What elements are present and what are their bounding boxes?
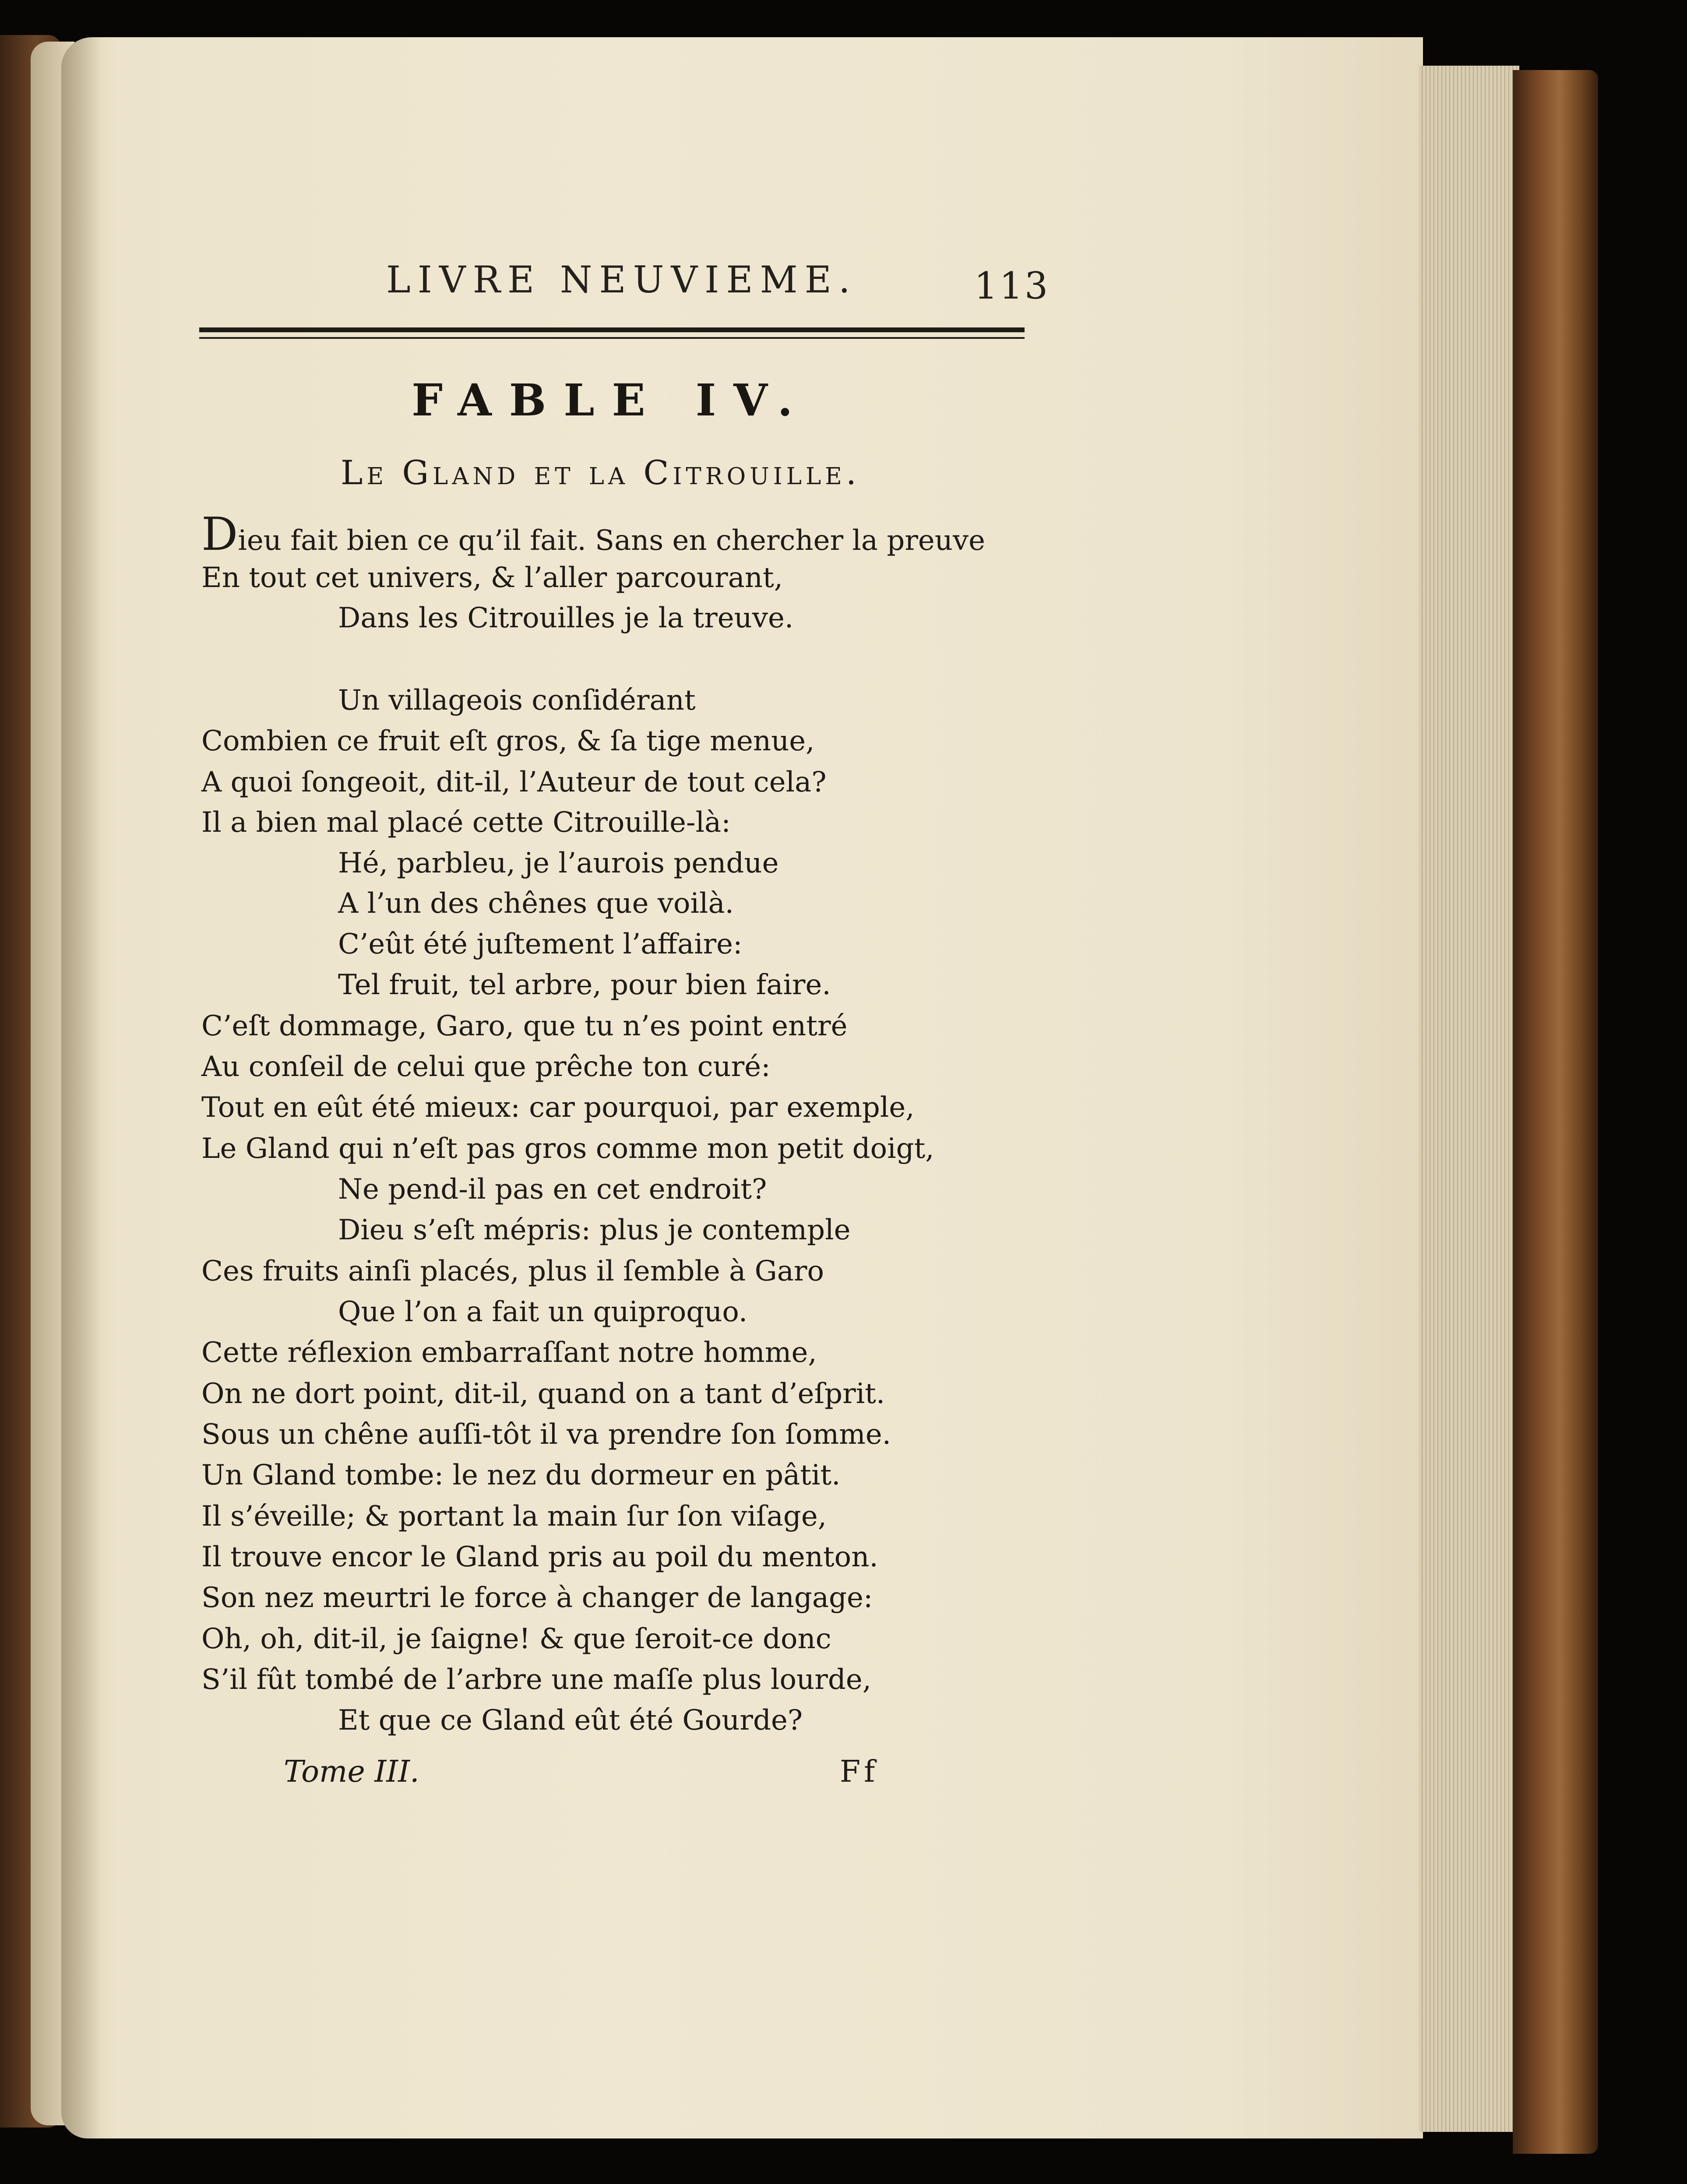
signature-volume: Tome III. <box>284 1755 419 1789</box>
gutter-shadow <box>61 37 101 2138</box>
signature-mark: Ff <box>840 1755 879 1789</box>
verse-line-29: Et que ce Gland eût été Gourde? <box>338 1704 803 1737</box>
verse-line-20: Cette réflexion embarraſſant notre homme, <box>201 1336 817 1369</box>
verse-line-17: Dieu s’eſt mépris: plus je contemple <box>338 1214 851 1246</box>
verse-line-2: En tout cet univers, & l’aller parcourant, <box>201 562 783 594</box>
book-page <box>61 37 1423 2138</box>
running-head: LIVRE NEUVIEME. <box>386 258 857 301</box>
verse-line-4: Un villageois conſidérant <box>338 684 696 717</box>
verse-line-6: A quoi ſongeoit, dit-il, l’Auteur de tout cela? <box>201 766 827 798</box>
verse-line-25: Il trouve encor le Gland pris au poil du menton. <box>201 1541 878 1573</box>
page-number: 113 <box>974 264 1050 307</box>
verse-line-18: Ces fruits ainſi placés, plus il ſemble à Garo <box>201 1255 824 1287</box>
verse-line-7: Il a bien mal placé cette Citrouille-là: <box>201 806 731 839</box>
verse-line-1: Dieu fait bien ce qu’il fait. Sans en chercher la preuve <box>201 507 986 561</box>
verse-line-24: Il s’éveille; & portant la main ſur ſon viſage, <box>201 1500 827 1533</box>
fable-title: FABLE IV. <box>412 374 810 426</box>
verse-line-3: Dans les Citrouilles je la treuve. <box>338 602 794 634</box>
verse-line-21: On ne dort point, dit-il, quand on a tant d’eſprit. <box>201 1378 885 1410</box>
verse-line-26: Son nez meurtri le force à changer de langage: <box>201 1582 873 1614</box>
verse-line-8: Hé, parbleu, je l’aurois pendue <box>338 847 779 879</box>
verse-line-15: Le Gland qui n’eſt pas gros comme mon petit doigt, <box>201 1132 934 1165</box>
verse-line-16: Ne pend-il pas en cet endroit? <box>338 1173 767 1206</box>
leather-binding <box>1513 70 1598 2154</box>
verse-line-9: A l’un des chênes que voilà. <box>338 887 734 920</box>
fable-subtitle: Le Gland et la Citrouille. <box>341 453 860 492</box>
verse-line-28: S’il fût tombé de l’arbre une maſſe plus lourde, <box>201 1663 872 1696</box>
drop-cap: D <box>201 507 238 561</box>
header-rule-thin <box>199 337 1025 339</box>
verse-line-10: C’eût été juſtement l’affaire: <box>338 928 743 960</box>
verse-line-22: Sous un chêne auſſi-tôt il va prendre ſon ſomme. <box>201 1418 891 1451</box>
verse-line-13: Au conſeil de celui que prêche ton curé: <box>201 1051 771 1083</box>
verse-line-14: Tout en eût été mieux: car pourquoi, par exemple, <box>201 1091 915 1124</box>
header-rule-thick <box>199 327 1025 332</box>
verse-line-27: Oh, oh, dit-il, je ſaigne! & que ſeroit-ce donc <box>201 1623 831 1655</box>
verse-line-5: Combien ce fruit eſt gros, & ſa tige menue, <box>201 725 815 757</box>
verse-line-12: C’eſt dommage, Garo, que tu n’es point entré <box>201 1010 848 1042</box>
page-block-edges <box>1419 66 1519 2132</box>
verse-line-11: Tel fruit, tel arbre, pour bien faire. <box>338 969 831 1001</box>
verse-line-19: Que l’on a fait un quiproquo. <box>338 1296 748 1328</box>
verse-line-23: Un Gland tombe: le nez du dormeur en pâtit. <box>201 1459 841 1491</box>
